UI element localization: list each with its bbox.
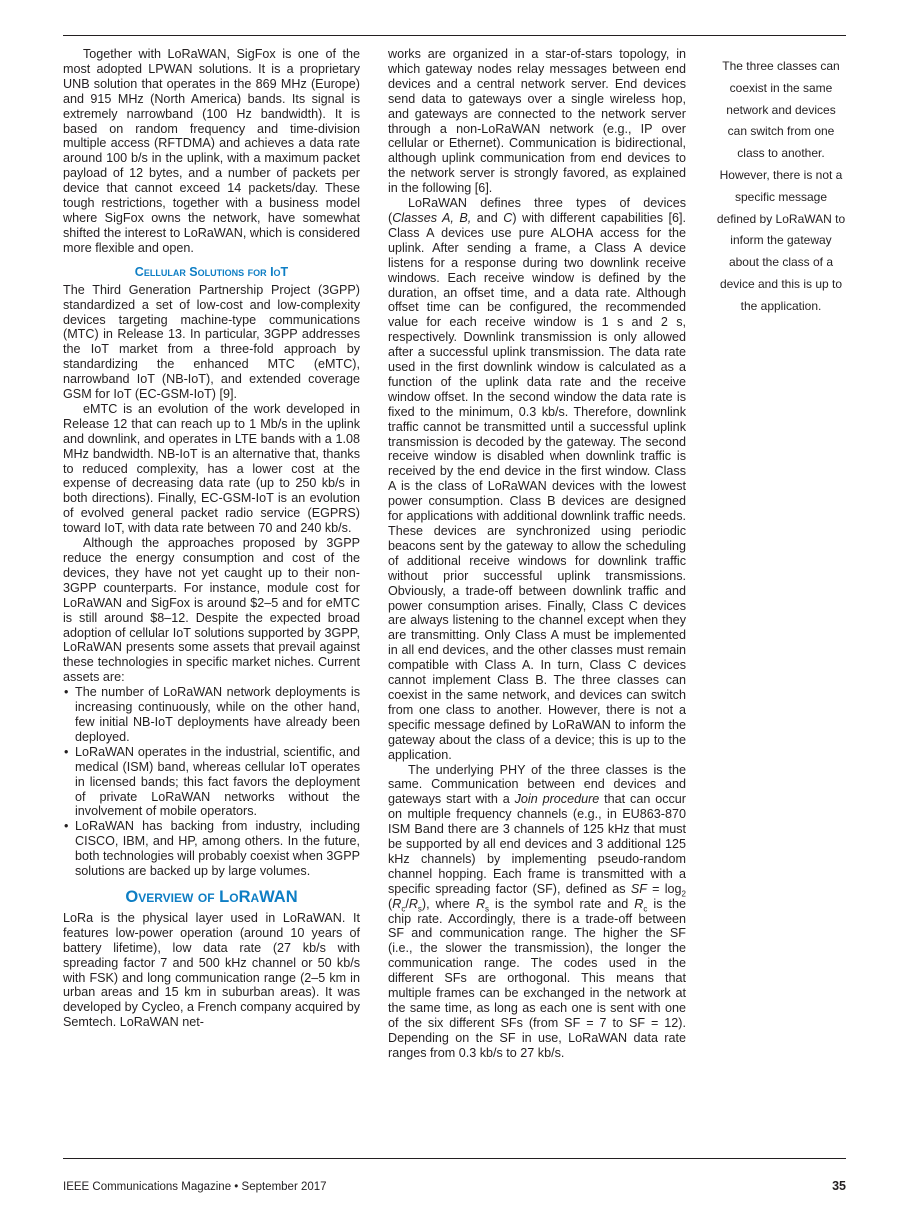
math-r: R [475, 896, 486, 911]
math-sub: c [643, 904, 648, 914]
paragraph-emtc: eMTC is an evolution of the work developed in Release 12 that can reach up to 1 Mb/s in the uplink and downlink, and operates in LTE bands with a 1.08 MHz bandwidth. NB-IoT is an alternative that, thanks to reduced complexity, has a lower cost at the expense of decreasing data rate (up to 250 kb/s in both directions). Finally, EC-GSM-IoT is an evolution of evolved general packet radio service (EGPRS) toward IoT, with data rate between 70 and 240 kb/s. [63, 401, 360, 536]
math-r: R [408, 896, 418, 911]
italic-join-procedure: Join procedure [514, 792, 600, 807]
text-run: ) with different capabilities [6]. Class A devices use pure ALOHA access for the uplink. After sending a frame, a Class A device listens for a response during two downlink receive windows. Each receive window is defined by the duration, an offset time, and a data rate. Although offset time can be configured, the recommended value for each receive window is 1 s and 2 s, respectively. Downlink transmission is only allowed after a successful uplink transmission. The data rate used in the first downlink window is calculated as a function of the uplink data rate and the receive window offset. In the second window the data rate is fixed to the minimum, 0.3 kb/s. Therefore, downlink traffic cannot be transmitted until a successful uplink transmission is decoded by the gateway. The second receive window is disabled when downlink traffic is received by the end device in the first window. Class A is the class of LoRaWAN devices with the lowest power consumption. Class B devices are designed for applications with additional downlink traffic needs. These devices are synchronized using periodic beacons sent by the gateway to allow the scheduling of additional receive windows for downlink traffic without prior successful uplink transmissions. Obviously, a trade-off between downlink traffic and power consumption arises. Finally, Class C devices are always listening to the channel except when they are transmitting. Only Class A must be implemented in all end devices, and the other classes must remain compatible with Class A. In turn, Class C devices cannot implement Class B. The three classes can coexist in the same network, and devices can switch from one class to another. However, there is not a specific message defined by LoRaWAN to inform the gateway about the class of a device; this is up to the application. [388, 210, 686, 762]
math-r: R [392, 896, 402, 911]
text-run: is the symbol rate and [489, 896, 635, 911]
text-run: LoRaWAN defines three types of devices ( [388, 196, 686, 225]
bullet-icon: • [64, 685, 69, 700]
math-paren: ( [388, 896, 393, 911]
text-run: and [471, 210, 504, 225]
math-sf: SF [630, 881, 647, 896]
math-sub: c [401, 904, 406, 914]
paragraph-although: Although the approaches proposed by 3GPP reduce the energy consumption and cost of the devices, they have not yet caught up to their non-3GPP counterparts. For instance, module cost for LoRaWAN and SigFox is around $2–5 and for eMTC is still around $8–12. Despite the expected broad adoption of cellular IoT solutions supported by 3GPP, LoRaWAN presents some assets that prevail against these technologies in specific market niches. Current assets are: [63, 536, 360, 685]
paragraph-device-classes [388, 196, 686, 762]
top-rule [63, 35, 846, 36]
journal-footer: IEEE Communications Magazine • September 2017 [63, 1181, 327, 1193]
page-number: 35 [832, 1179, 846, 1193]
pull-quote: The three classes can coexist in the same network and devices can switch from one class to another. However, there is not a specific message defined by LoRaWAN to inform the gateway about the class of a device and this is up to the application. [716, 59, 846, 313]
bullet-icon: • [64, 744, 69, 759]
list-item [63, 745, 360, 820]
heading-overview-lorawan: Overview of LoRaWAN [125, 887, 298, 906]
bottom-rule [63, 1158, 846, 1159]
text-run: that can occur on multiple frequency channels (e.g., in EU863-870 ISM Band there are 3 channels of 125 kHz that must be supported by all end devices and 3 additional 125 kHz channels) by implementing pseudo-random channel hopping. Each frame is transmitted with a specific spreading factor (SF), defined as [388, 792, 687, 896]
math-slash: / [405, 896, 409, 911]
text-run: is the chip rate. Accordingly, there is a trade-off between SF and communication range. The higher the SF (i.e., the slower the transmission), the longer the communication range. The codes used in the different SFs are orthogonal. This means that multiple frames can be exchanged in the network at the same time, as long as each one is sent with one of the six different SFs (from SF = 7 to SF = 12). Depending on the SF in use, LoRaWAN data rate ranges from 0.3 kb/s to 27 kb/s. [388, 896, 686, 1060]
bullet-icon: • [64, 819, 69, 834]
asset-list [63, 685, 360, 879]
list-item [63, 685, 360, 745]
italic-class-c: C [503, 210, 513, 225]
italic-classes: Classes A, B, [392, 210, 472, 225]
math-sub: s [417, 904, 422, 914]
paragraph-sigfox: Together with LoRaWAN, SigFox is one of the most adopted LPWAN solutions. It is a proprietary UNB solution that operates in the 869 MHz (Europe) and 915 MHz (North America) bands. Its signal is extremely narrowband (100 Hz bandwidth). It is based on random frequency and time-division multiple access (RFTDMA) and achieves a data rate around 100 b/s in the uplink, with a maximum packet payload of 12 bytes, and a number of packets per device that cannot exceed 14 packets/day. These tough restrictions, together with a business model where SigFox owns the network, have somewhat shifted the interest to LoRaWAN, which is considered more flexible and open. [63, 47, 360, 255]
list-item-text: The number of LoRaWAN network deployments is increasing continuously, while on the other hand, few initial NB-IoT deployments have already been deployed. [75, 685, 360, 744]
heading-cellular-solutions: Cellular Solutions for IoT [134, 264, 289, 279]
right-column [388, 47, 686, 1061]
text-run: The underlying PHY of the three classes is the same. Communication between end devices and gateways start with a [388, 762, 686, 807]
math-r: R [634, 896, 644, 911]
paragraph-topology: works are organized in a star-of-stars topology, in which gateway nodes relay messages between end devices and a central network server. End devices send data to gateways over a single wireless hop, and gateways are connected to the network server through a non-LoRaWAN network (e.g., IP over cellular or Ethernet). Communication is bidirectional, although uplink communication from end devices to the network server is strongly favored, as explained in the following [6]. [388, 47, 686, 196]
paragraph-3gpp: The Third Generation Partnership Project (3GPP) standardized a set of low-cost and low-complexity devices targeting machine-type communications (MTC) in Release 13. In particular, 3GPP addresses the IoT market from a three-fold approach by standardizing the enhanced MTC (eMTC), narrowband IoT (NB-IoT), and extended coverage GSM for IoT (EC-GSM-IoT) [9]. [63, 282, 360, 402]
math-sub: s [485, 904, 490, 914]
paragraph-lora: LoRa is the physical layer used in LoRaWAN. It features low-power operation (around 10 years of battery lifetime), low data rate (27 kb/s with spreading factor 7 and 500 kHz channel or 50 kb/s with FSK) and long communication range (2–5 km in urban areas and 15 km in suburban areas). It was developed by Cycleo, a French company acquired by Semtech. LoRaWAN net- [63, 910, 360, 1030]
math-eq: = log [646, 881, 682, 896]
math-sub: 2 [681, 889, 686, 899]
list-item-text: LoRaWAN has backing from industry, including CISCO, IBM, and HP, among others. In the future, both technologies will probably coexist when 3GPP solutions are backed up by large volumes. [75, 819, 360, 879]
left-column [63, 47, 360, 1030]
paragraph-phy [388, 763, 686, 1061]
text-run: ), where [421, 896, 476, 911]
list-item [63, 819, 360, 879]
list-item-text: LoRaWAN operates in the industrial, scientific, and medical (ISM) band, whereas cellular IoT operates in licensed bands; this fact favors the deployment of private LoRaWAN networks without the involvement of mobile operators. [75, 744, 360, 819]
